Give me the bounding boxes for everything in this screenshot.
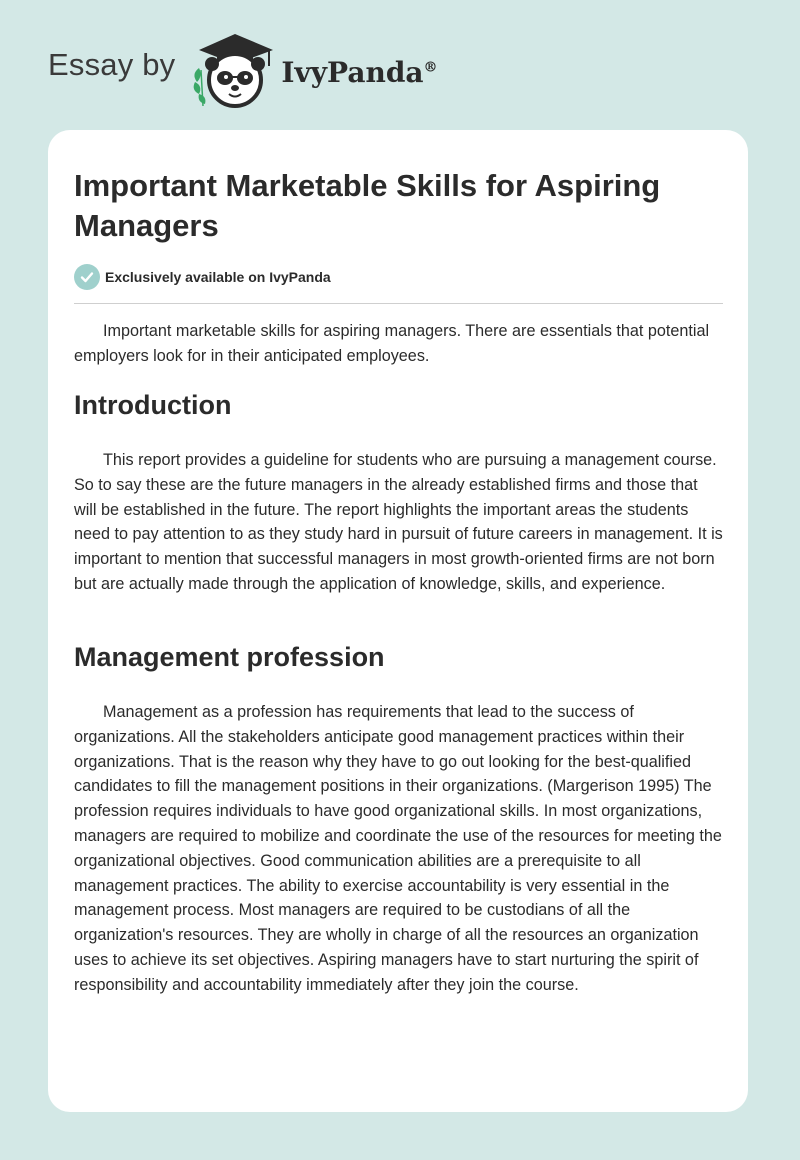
exclusive-badge	[74, 264, 331, 290]
brand-name[interactable]: IvyPanda®	[281, 55, 438, 89]
intro-paragraph: Important marketable skills for aspiring managers. There are essentials that potential employers look for in their anticipated employees.	[74, 322, 710, 365]
essay-by-label: Essay by	[48, 47, 176, 82]
check-circle-icon	[74, 264, 100, 290]
divider	[74, 303, 723, 304]
site-header	[48, 30, 438, 110]
section-paragraph-introduction: This report provides a guideline for students who are pursuing a management course. So to say these are the future managers in the already established firms and those that will be established in the future. The report highlights the important areas the students need to pay attention to as they study hard in pursuit of future careers in management. It is important to mention that successful managers in most growth-oriented firms are not born but are actually made through the application of knowledge, skills, and experience.	[74, 451, 723, 593]
essay-card	[48, 130, 748, 1112]
panda-logo-icon[interactable]	[189, 30, 277, 110]
section-heading-introduction: Introduction	[74, 390, 232, 420]
section-heading-management-profession: Management profession	[74, 642, 385, 672]
exclusive-badge-label: Exclusively available on IvyPanda	[105, 269, 331, 285]
section-paragraph-management-profession: Management as a profession has requirements that lead to the success of organizations. All the stakeholders anticipate good management practices within their organizations. That is the reason why they have to go out looking for the best-qualified candidates to fill the management positions in their organizations. (Margerison 1995) The profession requires individuals to have good organizational skills. In most organizations, managers are required to mobilize and coordinate the use of the resources for meeting the organizational objectives. Good communication abilities are a prerequisite to all management practices. The ability to exercise accountability is very essential in the management process. Most managers are required to be custodians of all the organization's resources. They are wholly in charge of all the resources an organization uses to achieve its set objectives. Aspiring managers have to start nurturing the spirit of responsibility and accountability immediately after they join the course.	[74, 703, 722, 994]
page-title: Important Marketable Skills for Aspiring Managers	[74, 168, 661, 243]
